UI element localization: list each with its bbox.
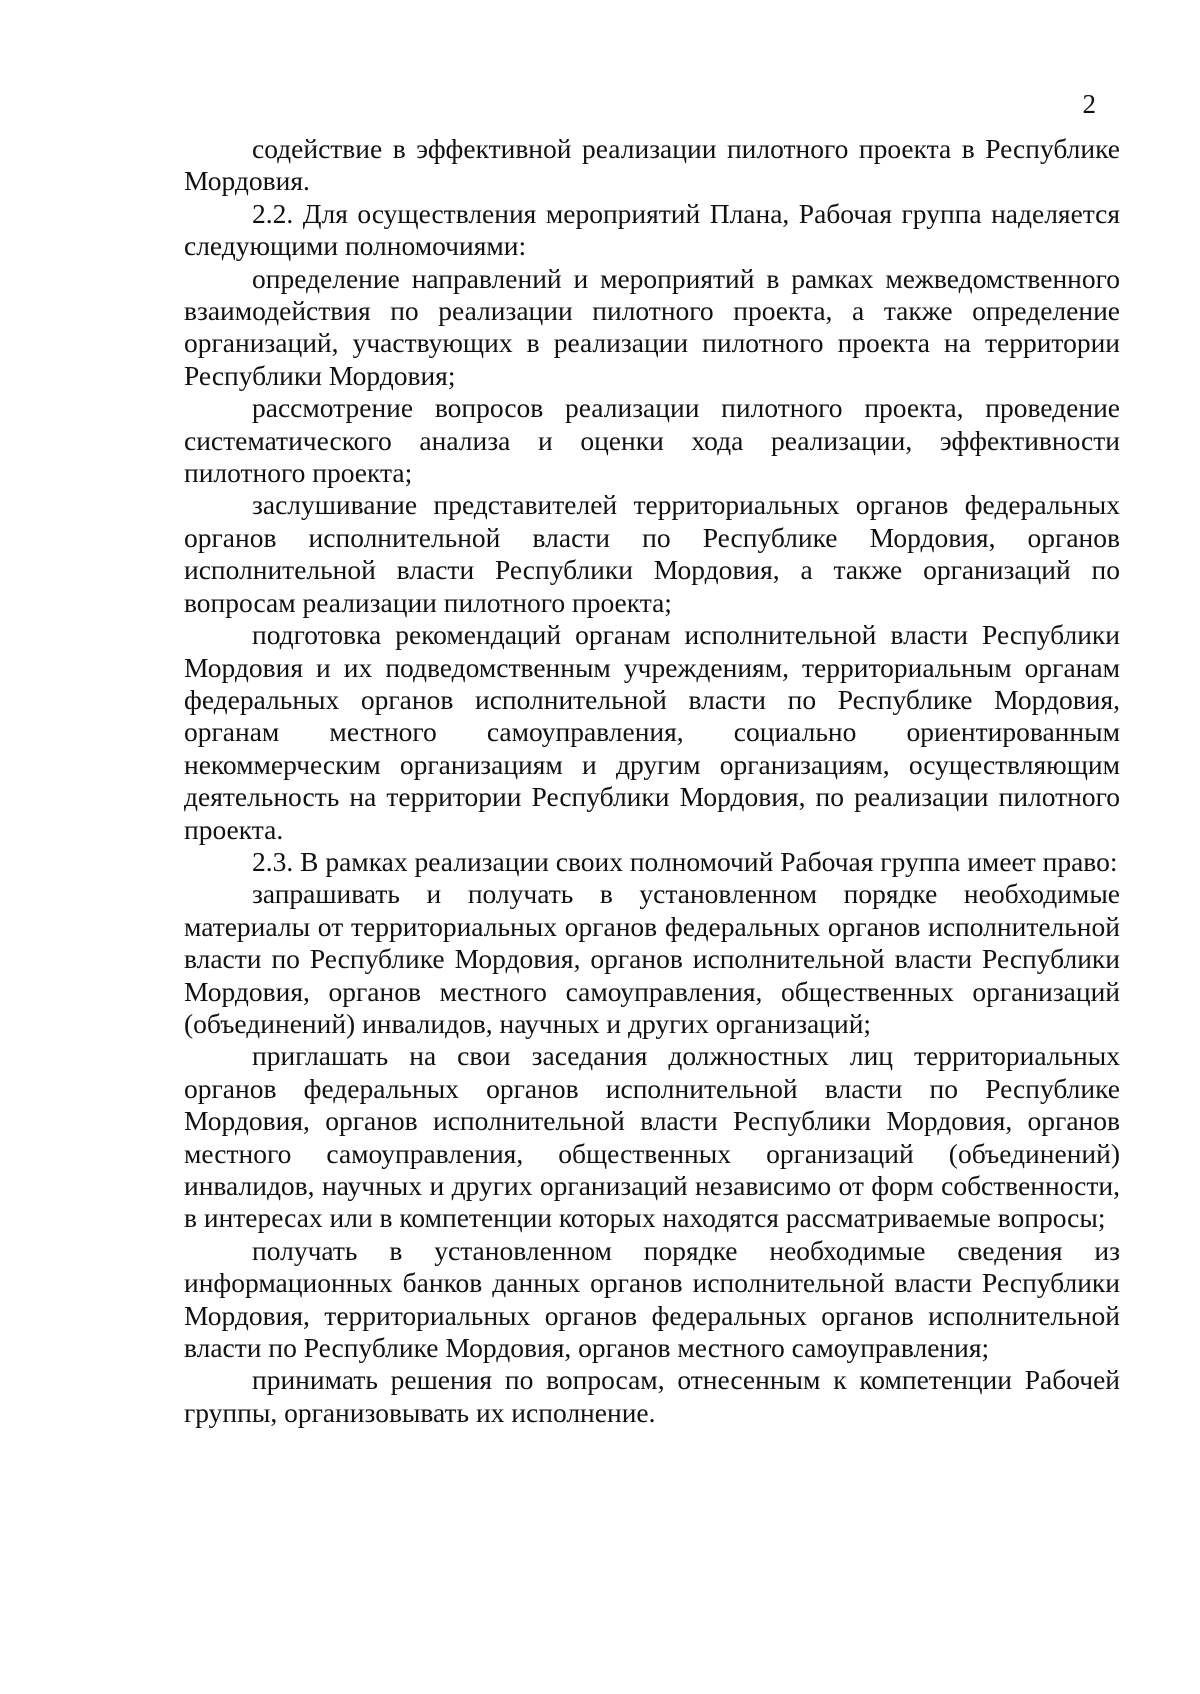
document-body	[184, 133, 1120, 1429]
paragraph-item: заслушивание представителей территориальных органов федеральных органов исполнительной власти по Республике Мордовия, органов исполнительной власти Республики Мордовия, а также организаций по вопросам реализации пилотного проекта;	[184, 489, 1120, 618]
paragraph-item: рассмотрение вопросов реализации пилотного проекта, проведение систематического анализа и оценки хода реализации, эффективности пилотного проекта;	[184, 392, 1120, 489]
paragraph-item: получать в установленном порядке необходимые сведения из информационных банков данных органов исполнительной власти Республики Мордовия, территориальных органов федеральных органов исполнительной власти по Республике Мордовия, органов местного самоуправления;	[184, 1234, 1120, 1364]
paragraph-continuation: содействие в эффективной реализации пилотного проекта в Республике Мордовия.	[184, 133, 1120, 197]
paragraph-item: принимать решения по вопросам, отнесенным к компетенции Рабочей группы, организовывать их исполнение.	[184, 1364, 1120, 1428]
paragraph-item: определение направлений и мероприятий в рамках межведомственного взаимодействия по реализации пилотного проекта, а также определение организаций, участвующих в реализации пилотного проекта на территории Республики Мордовия;	[184, 262, 1120, 391]
page-number: 2	[1082, 89, 1096, 119]
paragraph-item: запрашивать и получать в установленном порядке необходимые материалы от территориальных органов федеральных органов исполнительной власти по Республике Мордовия, органов исполнительной власти Республики Мордовия, органов местного самоуправления, общественных организаций (объединений) инвалидов, научных и других организаций;	[184, 878, 1120, 1039]
paragraph-item: подготовка рекомендаций органам исполнительной власти Республики Мордовия и их подведомственным учреждениям, территориальным органам федеральных органов исполнительной власти по Республике Мордовия, органам местного самоуправления, социально ориентированным некоммерческим организациям и другим организациям, осуществляющим деятельность на территории Республики Мордовия, по реализации пилотного проекта.	[184, 619, 1120, 845]
paragraph-item: приглашать на свои заседания должностных лиц территориальных органов федеральных органов исполнительной власти по Республике Мордовия, органов исполнительной власти Республики Мордовия, органов местного самоуправления, общественных организаций (объединений) инвалидов, научных и других организаций независимо от форм собственности, в интересах или в компетенции которых находятся рассматриваемые вопросы;	[184, 1040, 1120, 1234]
paragraph-clause-2-2: 2.2. Для осуществления мероприятий Плана, Рабочая группа наделяется следующими полномочиями:	[184, 197, 1120, 262]
paragraph-clause-2-3: 2.3. В рамках реализации своих полномочий Рабочая группа имеет право:	[252, 845, 1118, 877]
